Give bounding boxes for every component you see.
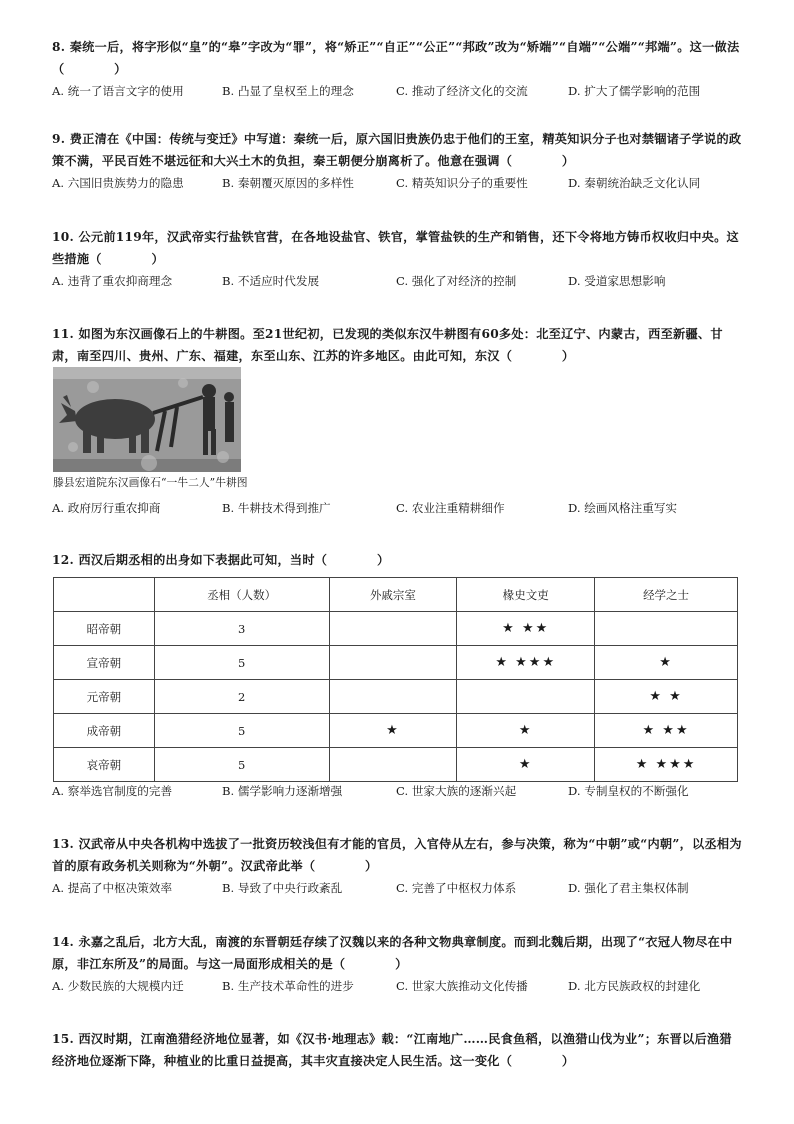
image-caption: 滕县宏道院东汉画像石“一牛二人”牛耕图 <box>53 476 248 489</box>
option-c: C. 世家大族推动文化传播 <box>396 979 528 993</box>
question-12-options <box>52 780 744 801</box>
option-c: C. 农业注重精耕细作 <box>396 501 505 515</box>
question-stem: 8. 秦统一后，将字形似“皇”的“皋”字改为“罪”，将“矫正”“自正”“公正”“邦政”改为“矫端”“自端”“公端”“邦端”。这一做法（ ） <box>52 40 740 76</box>
option-c: C. 完善了中枢权力体系 <box>396 881 517 895</box>
options-row <box>52 500 744 518</box>
question-stem: 12. 西汉后期丞相的出身如下表据此可知，当时（ ） <box>52 553 390 567</box>
table-cell: 成帝朝 <box>54 714 155 748</box>
table-row <box>54 714 738 748</box>
option-a: A. 统一了语言文字的使用 <box>52 84 184 98</box>
option-d: D. 专制皇权的不断强化 <box>568 784 689 798</box>
option-d: D. 秦朝统治缺乏文化认同 <box>568 176 701 190</box>
option-b: B. 不适应时代发展 <box>222 274 320 288</box>
table-cell: ★ <box>329 714 457 748</box>
question-12 <box>52 549 744 571</box>
table-row <box>54 612 738 646</box>
table-cell: ★ ★★ <box>457 612 595 646</box>
table-header-cell: 外戚宗室 <box>329 578 457 612</box>
question-11-options <box>52 497 744 518</box>
question-15 <box>52 1028 744 1072</box>
question-stem: 15. 西汉时期，江南渔猎经济地位显著，如《汉书·地理志》载：“江南地广……民食鱼稻，以渔猎山伐为业”；东晋以后渔猎经济地位逐渐下降，种植业的比重日益提高，其丰灾直接决定人民生活。这一变化（ ） <box>52 1032 732 1068</box>
table-header-cell <box>54 578 155 612</box>
option-c: C. 强化了对经济的控制 <box>396 274 517 288</box>
table-header-cell: 丞相（人数） <box>154 578 329 612</box>
table-cell: 3 <box>154 612 329 646</box>
option-b: B. 导致了中央行政紊乱 <box>222 881 343 895</box>
question-stem: 14. 永嘉之乱后，北方大乱，南渡的东晋朝廷存续了汉魏以来的各种文物典章制度。而到北魏后期，出现了“衣冠人物尽在中原，非江东所及”的局面。与这一局面形成相关的是（ ） <box>52 935 733 971</box>
table-cell: ★ <box>457 748 595 782</box>
table-header-cell: 椽史文吏 <box>457 578 595 612</box>
option-b: B. 秦朝覆灭原因的多样性 <box>222 176 354 190</box>
option-d: D. 强化了君主集权体制 <box>568 881 689 895</box>
table-row <box>54 646 738 680</box>
options-row <box>52 783 744 801</box>
question-14 <box>52 931 744 996</box>
table-header-cell: 经学之士 <box>595 578 738 612</box>
option-d: D. 北方民族政权的封建化 <box>568 979 701 993</box>
options-row <box>52 175 744 193</box>
ox-plough-relief-icon <box>53 367 241 472</box>
table-cell: 5 <box>154 714 329 748</box>
chancellor-origin-table <box>53 577 738 782</box>
option-b: B. 牛耕技术得到推广 <box>222 501 331 515</box>
option-c: C. 精英知识分子的重要性 <box>396 176 528 190</box>
table-cell <box>329 748 457 782</box>
table-cell: 5 <box>154 646 329 680</box>
table-cell <box>329 612 457 646</box>
option-d: D. 扩大了儒学影响的范围 <box>568 84 701 98</box>
option-b: B. 儒学影响力逐渐增强 <box>222 784 343 798</box>
table-cell: ★ <box>595 646 738 680</box>
question-10 <box>52 226 744 291</box>
table-cell <box>595 612 738 646</box>
table-cell: ★ ★ <box>595 680 738 714</box>
options-row <box>52 83 744 101</box>
options-row <box>52 273 744 291</box>
question-stem: 9. 费正清在《中国：传统与变迁》中写道：秦统一后，原六国旧贵族仍忠于他们的王室，精英知识分子也对禁锢诸子学说的政策不满，平民百姓不堪远征和大兴土木的负担，秦王朝便分崩离析了。他意在强调（ ） <box>52 132 742 168</box>
table-header-row <box>54 578 738 612</box>
table-cell <box>457 680 595 714</box>
table-cell: ★ ★★★ <box>595 748 738 782</box>
option-b: B. 生产技术革命性的进步 <box>222 979 354 993</box>
question-9 <box>52 128 744 193</box>
options-row <box>52 880 744 898</box>
option-a: A. 六国旧贵族势力的隐患 <box>52 176 184 190</box>
option-a: A. 察举选官制度的完善 <box>52 784 173 798</box>
stone-relief-image <box>53 367 241 472</box>
option-d: D. 绘画风格注重写实 <box>568 501 678 515</box>
option-b: B. 凸显了皇权至上的理念 <box>222 84 354 98</box>
option-a: A. 少数民族的大规模内迁 <box>52 979 184 993</box>
option-a: A. 违背了重农抑商理念 <box>52 274 173 288</box>
table-cell: 2 <box>154 680 329 714</box>
table-row <box>54 748 738 782</box>
question-11 <box>52 323 744 367</box>
table-cell: 元帝朝 <box>54 680 155 714</box>
option-a: A. 提高了中枢决策效率 <box>52 881 173 895</box>
table-cell: 5 <box>154 748 329 782</box>
question-8 <box>52 36 744 101</box>
question-stem: 11. 如图为东汉画像石上的牛耕图。至21世纪初，已发现的类似东汉牛耕图有60多处：北至辽宁、内蒙古，西至新疆、甘肃，南至四川、贵州、广东、福建，东至山东、江苏的许多地区。由此可知，东汉（ ） <box>52 327 723 363</box>
table-cell <box>329 680 457 714</box>
table-cell: 哀帝朝 <box>54 748 155 782</box>
table-cell <box>329 646 457 680</box>
option-c: C. 世家大族的逐渐兴起 <box>396 784 517 798</box>
option-c: C. 推动了经济文化的交流 <box>396 84 528 98</box>
table-cell: ★ <box>457 714 595 748</box>
question-stem: 13. 汉武帝从中央各机构中选拔了一批资历较浅但有才能的官员，入官侍从左右，参与决策，称为“中朝”或“内朝”，以丞相为首的原有政务机关则称为“外朝”。汉武帝此举（ ） <box>52 837 742 873</box>
table-cell: 宣帝朝 <box>54 646 155 680</box>
table-row <box>54 680 738 714</box>
question-13 <box>52 833 744 898</box>
option-d: D. 受道家思想影响 <box>568 274 666 288</box>
table-cell: ★ ★★ <box>595 714 738 748</box>
table-cell: ★ ★★★ <box>457 646 595 680</box>
options-row <box>52 978 744 996</box>
option-a: A. 政府厉行重农抑商 <box>52 501 161 515</box>
table-cell: 昭帝朝 <box>54 612 155 646</box>
question-stem: 10. 公元前119年，汉武帝实行盐铁官营，在各地设盐官、铁官，掌管盐铁的生产和销售，还下令将地方铸币权收归中央。这些措施（ ） <box>52 230 739 266</box>
